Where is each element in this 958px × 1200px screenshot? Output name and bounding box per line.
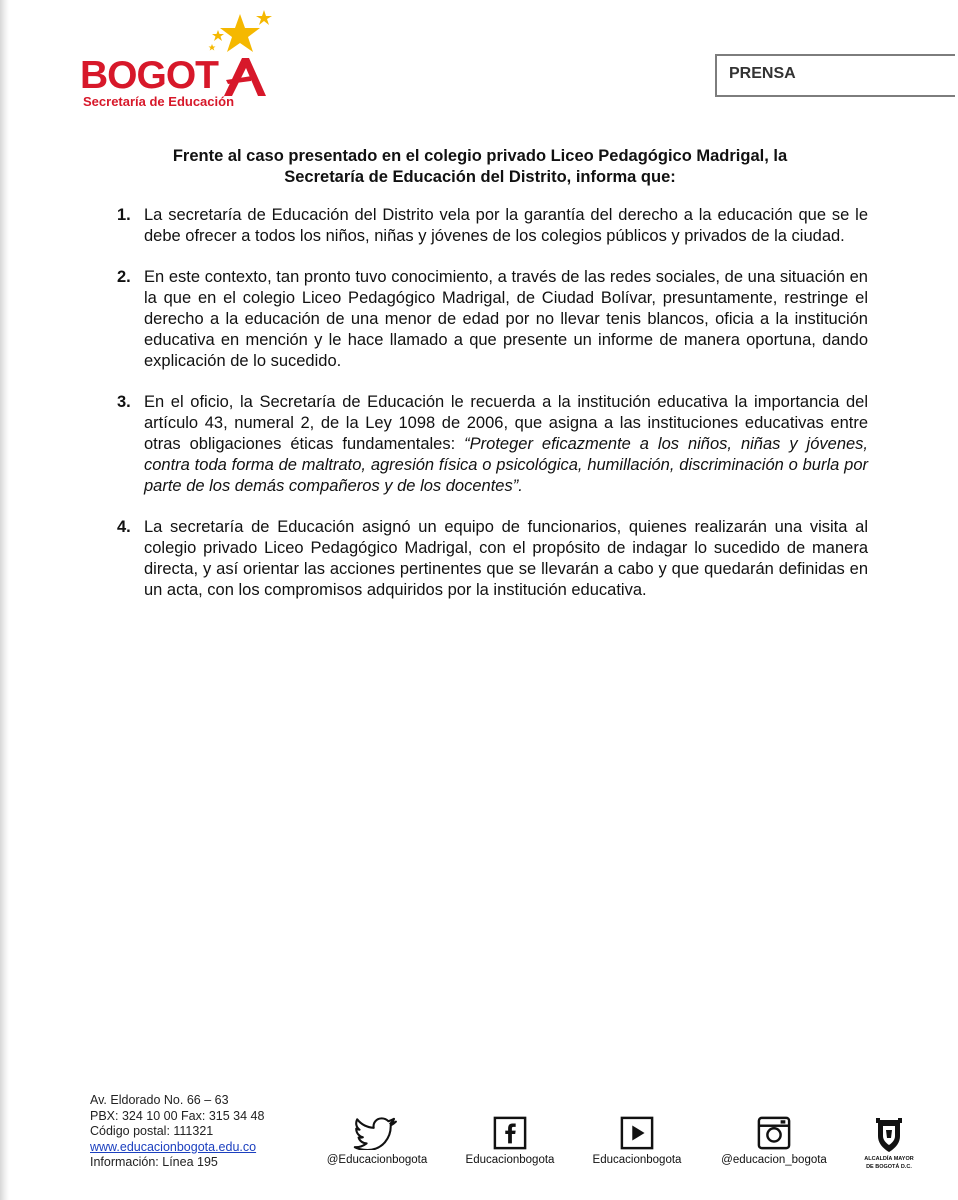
instagram-icon xyxy=(757,1116,791,1150)
item-quote: “Proteger eficazmente a los niños, niñas y jóvenes, contra toda forma de maltrato, agresión física o psicológica, humillación, discriminación o burla por parte de los demás compañeros y de los docentes”. xyxy=(144,435,869,495)
social-instagram[interactable] xyxy=(714,1116,834,1166)
item-text: En este contexto, tan pronto tuvo conocimiento, a través de las redes sociales, de una situación en la que en el colegio Liceo Pedagógico Madrigal, de Ciudad Bolívar, presuntamente, restringe el derecho a la educación de una menor de edad por no llevar tenis blancos, oficia a la institución educativa en mención y le hace llamado a que presente un informe de manera oportuna, dando explicación de lo sucedido. xyxy=(144,268,868,370)
bogota-logo xyxy=(80,8,280,110)
stars-icon xyxy=(200,8,280,58)
title-line-1: Frente al caso presentado en el colegio privado Liceo Pedagógico Madrigal, la xyxy=(172,147,788,165)
item-text-with-quote xyxy=(144,392,868,497)
social-youtube[interactable] xyxy=(582,1116,692,1166)
escudo-caption-2: DE BOGOTÁ D.C. xyxy=(866,1164,912,1170)
list-item xyxy=(112,267,868,372)
prensa-box xyxy=(715,54,955,97)
document-title xyxy=(100,146,860,188)
footer-contact xyxy=(90,1093,264,1171)
twitter-handle: @Educacionbogota xyxy=(326,1154,428,1166)
list-item xyxy=(112,392,868,497)
page-edge-shadow xyxy=(0,0,9,1200)
logo-wordmark: BOGOT xyxy=(80,54,218,97)
facebook-icon xyxy=(493,1116,527,1150)
item-text: En el oficio, la Secretaría de Educación le recuerda a la institución educativa la importancia del artículo 43, numeral 2, de la Ley 1098 de 2006, que asigna a las instituciones educativas entre otras obligaciones éticas fundamentales: xyxy=(144,393,868,453)
instagram-handle: @educacion_bogota xyxy=(721,1154,827,1166)
social-twitter[interactable] xyxy=(322,1116,432,1166)
youtube-handle: Educacionbogota xyxy=(592,1154,682,1166)
title-line-2: Secretaría de Educación del Distrito, informa que: xyxy=(284,168,676,186)
item-number: 2. xyxy=(117,268,131,286)
logo-subtitle: Secretaría de Educación xyxy=(83,94,235,109)
item-text: La secretaría de Educación del Distrito vela por la garantía del derecho a la educación que se le debe ofrecer a todos los niños, niñas y jóvenes de los colegios públicos y privados de la ciudad. xyxy=(144,206,868,245)
twitter-icon xyxy=(353,1116,401,1150)
alcaldia-escudo xyxy=(862,1118,916,1170)
list-item xyxy=(112,205,868,247)
escudo-caption-1: ALCALDÍA MAYOR xyxy=(864,1156,914,1162)
footer-info-line: Información: Línea 195 xyxy=(90,1155,218,1169)
footer-address: Av. Eldorado No. 66 – 63 xyxy=(90,1093,229,1107)
list-item xyxy=(112,517,868,601)
item-number: 1. xyxy=(117,206,131,224)
coat-of-arms-icon xyxy=(874,1118,904,1154)
facebook-handle: Educacionbogota xyxy=(465,1154,555,1166)
social-facebook[interactable] xyxy=(455,1116,565,1166)
item-number: 4. xyxy=(117,518,131,536)
item-text: La secretaría de Educación asignó un equipo de funcionarios, quienes realizarán una visita al colegio privado Liceo Pedagógico Madrigal, con el propósito de indagar lo sucedido de manera directa, y así orientar las acciones pertinentes que se llevarán a cabo y que quedarán definidas en un acta, con los compromisos adquiridos por la institución educativa. xyxy=(144,518,868,599)
youtube-icon xyxy=(620,1116,654,1150)
footer-phone: PBX: 324 10 00 Fax: 315 34 48 xyxy=(90,1108,265,1123)
prensa-label: PRENSA xyxy=(729,65,796,82)
footer-postal: Código postal: 111321 xyxy=(90,1124,214,1138)
footer-website-link[interactable]: www.educacionbogota.edu.co xyxy=(90,1139,257,1154)
item-number: 3. xyxy=(117,393,131,411)
statement-list xyxy=(112,205,868,621)
logo-a-mark xyxy=(222,52,268,100)
